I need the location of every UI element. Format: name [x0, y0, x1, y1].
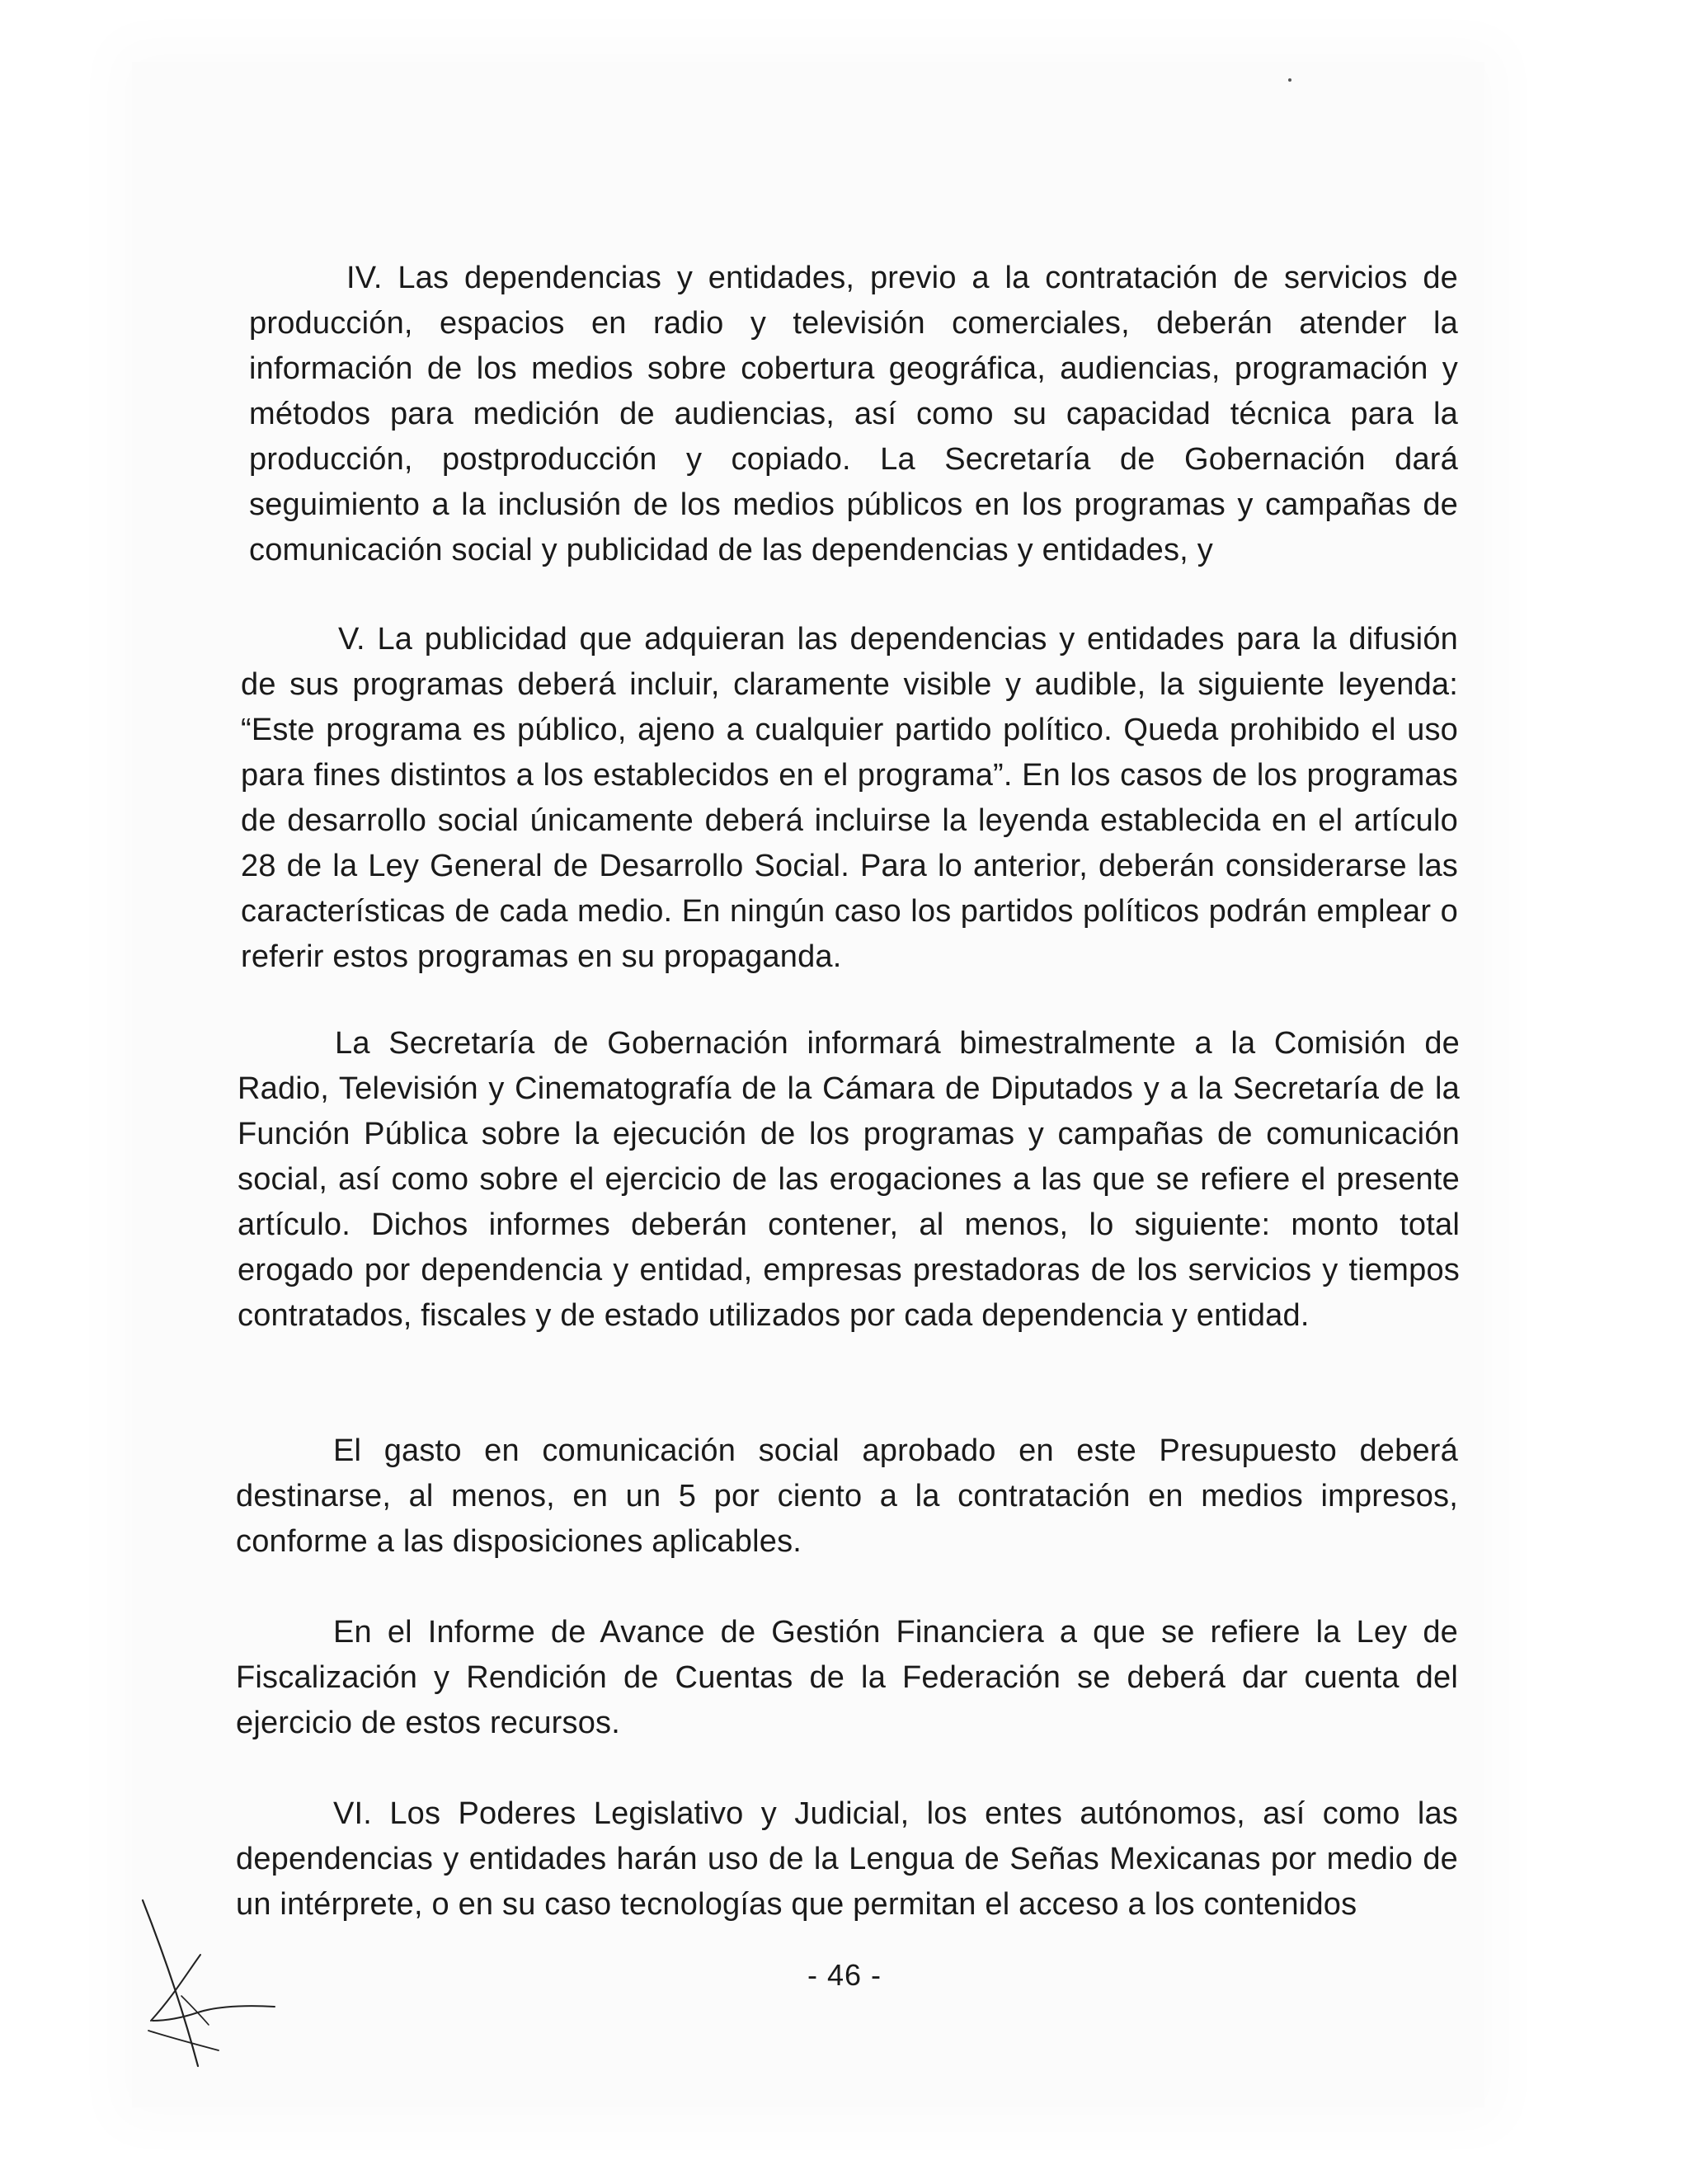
scan-speck: [1288, 78, 1291, 82]
paragraph-text: V. La publicidad que adquieran las dependencias y entidades para la difusión de sus programas deberá incluir, claramente visible y audible, la siguiente leyenda: “Este programa es público, ajeno a cualquier partido político. Queda prohibido el uso para fines distintos a los establecidos en el programa”. En los casos de los programas de desarrollo social únicamente deberá incluirse la leyenda establecida en el artículo 28 de la Ley General de Desarrollo Social. Para lo anterior, deberán considerarse las características de cada medio. En ningún caso los partidos políticos podrán emplear o referir estos programas en su propaganda.: [241, 622, 1458, 974]
paragraph-fraction-v: [241, 617, 1458, 980]
paragraph-text: IV. Las dependencias y entidades, previo a la contratación de servicios de producción, espacios en radio y televisión comerciales, deberán atender la información de los medios sobre cobertura geográfica, audiencias, programación y métodos para medición de audiencias, así como su capacidad técnica para la producción, postproducción y copiado. La Secretaría de Gobernación dará seguimiento a la inclusión de los medios públicos en los programas y campañas de comunicación social y publicidad de las dependencias y entidades, y: [249, 261, 1458, 567]
paragraph-fraction-vi: [236, 1791, 1458, 1927]
paragraph-secretaria-informe: [238, 1021, 1460, 1339]
paragraph-text: VI. Los Poderes Legislativo y Judicial, los entes autónomos, así como las dependencias y entidades harán uso de la Lengua de Señas Mexicanas por medio de un intérprete, o en su caso tecnologías que permitan el acceso a los contenidos: [236, 1796, 1458, 1922]
paragraph-informe-avance: [236, 1610, 1458, 1746]
paragraph-gasto-comunicacion: [236, 1429, 1458, 1565]
paragraph-fraction-iv: [249, 256, 1458, 573]
paragraph-text: El gasto en comunicación social aprobado en este Presupuesto deberá destinarse, al menos, en un 5 por ciento a la contratación en medios impresos, conforme a las disposiciones aplicables.: [236, 1433, 1458, 1559]
paragraph-text: La Secretaría de Gobernación informará bimestralmente a la Comisión de Radio, Televisión y Cinematografía de la Cámara de Diputados y a la Secretaría de la Función Pública sobre la ejecución de los programas y campañas de comunicación social, así como sobre el ejercicio de las erogaciones a las que se refiere el presente artículo. Dichos informes deberán contener, al menos, lo siguiente: monto total erogado por dependencia y entidad, empresas prestadoras de los servicios y tiempos contratados, fiscales y de estado utilizados por cada dependencia y entidad.: [238, 1026, 1460, 1333]
handwritten-signature: [136, 1897, 285, 2078]
paragraph-text: En el Informe de Avance de Gestión Financiera a que se refiere la Ley de Fiscalización y Rendición de Cuentas de la Federación se deberá dar cuenta del ejercicio de estos recursos.: [236, 1615, 1458, 1740]
page-number: - 46 -: [807, 1958, 882, 1992]
